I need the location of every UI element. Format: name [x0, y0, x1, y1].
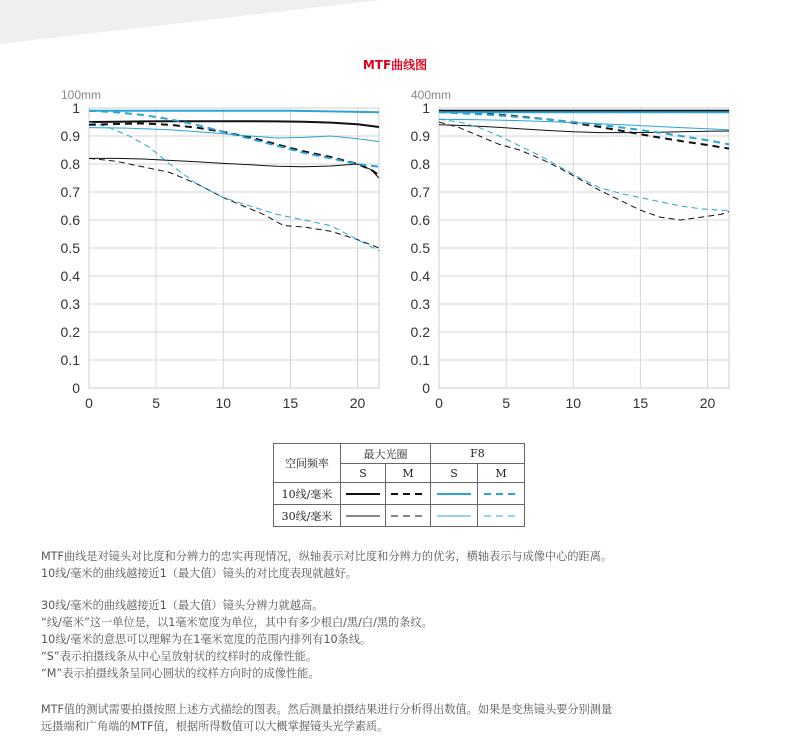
- description-paragraph-1: [41, 548, 612, 582]
- legend-swatch-f8-30-m: [478, 505, 525, 527]
- x-tick-label: 20: [699, 395, 716, 411]
- legend-sub-s-f8: S: [431, 464, 478, 483]
- y-tick-label: 1: [422, 100, 430, 116]
- legend-sub-m-max: M: [386, 464, 431, 483]
- mtf-chart-400mm: [390, 86, 740, 416]
- legend-sub-m-f8: M: [478, 464, 525, 483]
- mtf-chart-100mm-plot: [40, 86, 390, 416]
- description-line: 远摄端和广角端的MTF值，根据所得数值可以大概掌握镜头光学素质。: [41, 720, 389, 733]
- x-tick-label: 5: [502, 395, 511, 411]
- description-paragraph-2: [41, 597, 433, 682]
- mtf-chart-100mm: [40, 86, 390, 416]
- y-tick-label: 0.9: [60, 128, 80, 144]
- y-tick-label: 0.7: [410, 184, 430, 200]
- description-line: MTF曲线是对镜头对比度和分辨力的忠实再现情况，纵轴表示对比度和分辨力的优劣，横轴表示与成像中心的距离。: [41, 550, 613, 563]
- legend-header-f8: F8: [431, 444, 525, 464]
- x-tick-label: 10: [565, 395, 582, 411]
- description-line: 10线/毫米的意思可以理解为在1毫米宽度的范围内排列有10条线。: [41, 633, 372, 646]
- chart-title: 400mm: [411, 88, 452, 102]
- y-tick-label: 0.9: [410, 128, 430, 144]
- y-tick-label: 0.8: [60, 156, 80, 172]
- description-line: “线/毫米”这一单位是，以1毫米宽度为单位，其中有多少根白/黑/白/黑的条纹。: [41, 616, 433, 629]
- legend-table: [273, 443, 525, 527]
- y-tick-label: 1: [72, 100, 80, 116]
- page-title: MTF曲线图: [362, 58, 428, 72]
- description-line: 10线/毫米的曲线越接近1（最大值）镜头的对比度表现就越好。: [41, 567, 357, 580]
- legend-swatch-f8-10-m: [478, 483, 525, 505]
- x-tick-label: 0: [85, 395, 93, 411]
- legend-swatch-f8-10-s: [431, 483, 478, 505]
- x-tick-label: 15: [282, 395, 299, 411]
- decorative-corner: [0, 0, 380, 50]
- x-tick-label: 15: [632, 395, 649, 411]
- y-tick-label: 0.2: [60, 324, 80, 340]
- description-line: 30线/毫米的曲线越接近1（最大值）镜头分辨力就越高。: [41, 599, 324, 612]
- legend-sub-s-max: S: [341, 464, 386, 483]
- description-line: “S”表示拍摄线条从中心呈放射状的纹样时的成像性能。: [41, 650, 318, 663]
- y-tick-label: 0.6: [410, 212, 430, 228]
- y-tick-label: 0.1: [410, 352, 430, 368]
- y-tick-label: 0.1: [60, 352, 80, 368]
- y-tick-label: 0.3: [410, 296, 430, 312]
- description-line: MTF值的测试需要拍摄按照上述方式描绘的图表。然后测量拍摄结果进行分析得出数值。如果是变焦镜头要分别测量: [41, 703, 613, 716]
- x-tick-label: 10: [215, 395, 232, 411]
- y-tick-label: 0.5: [60, 240, 80, 256]
- chart-title: 100mm: [61, 88, 102, 102]
- y-tick-label: 0.6: [60, 212, 80, 228]
- legend-header-frequency: 空间频率: [274, 444, 341, 483]
- y-tick-label: 0.2: [410, 324, 430, 340]
- legend-row-10: 10线/毫米: [274, 483, 341, 505]
- y-tick-label: 0.3: [60, 296, 80, 312]
- mtf-chart-400mm-plot: [390, 86, 740, 416]
- legend-swatch-f8-30-s: [431, 505, 478, 527]
- legend-swatch-max-10-m: [386, 483, 431, 505]
- y-tick-label: 0: [72, 380, 80, 396]
- x-tick-label: 0: [435, 395, 443, 411]
- y-tick-label: 0.4: [410, 268, 430, 284]
- legend-swatch-max-30-m: [386, 505, 431, 527]
- legend-swatch-max-30-s: [341, 505, 386, 527]
- y-tick-label: 0.8: [410, 156, 430, 172]
- description-line: “M”表示拍摄线条呈同心圆状的纹样方向时的成像性能。: [41, 667, 320, 680]
- legend-header-max-aperture: 最大光圈: [341, 444, 431, 464]
- x-tick-label: 20: [349, 395, 366, 411]
- y-tick-label: 0.5: [410, 240, 430, 256]
- y-tick-label: 0: [422, 380, 430, 396]
- y-tick-label: 0.4: [60, 268, 80, 284]
- description-paragraph-3: [41, 701, 612, 735]
- y-tick-label: 0.7: [60, 184, 80, 200]
- legend-swatch-max-10-s: [341, 483, 386, 505]
- legend-row-30: 30线/毫米: [274, 505, 341, 527]
- x-tick-label: 5: [152, 395, 161, 411]
